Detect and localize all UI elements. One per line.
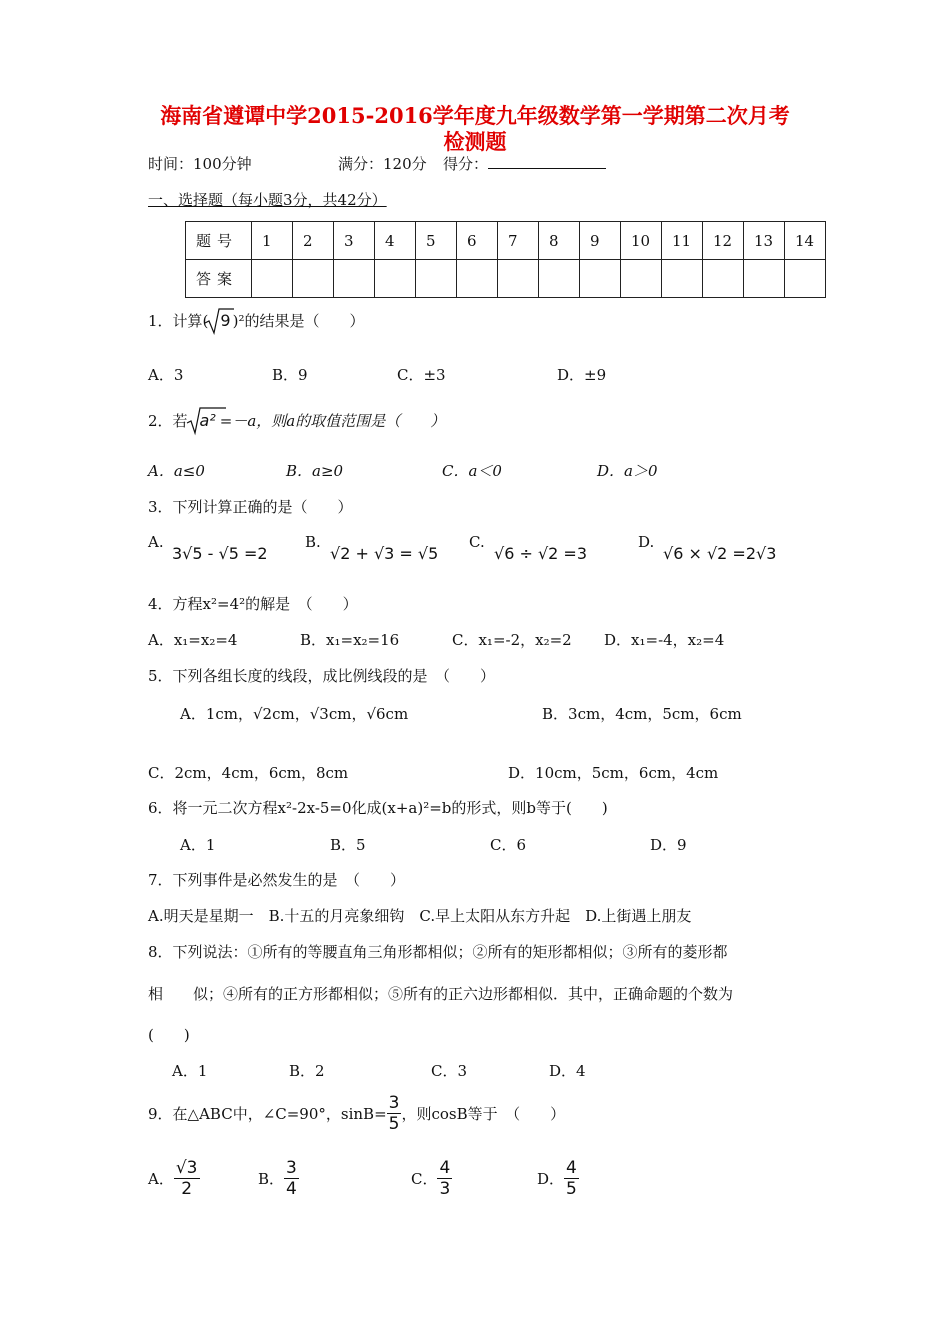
answer-cell[interactable] bbox=[293, 260, 334, 298]
answer-cell[interactable] bbox=[375, 260, 416, 298]
question-3: 3．下列计算正确的是（ ） bbox=[148, 498, 353, 516]
q3-option-a[interactable]: 3√5 - √5 =2 bbox=[172, 544, 268, 563]
q1-pre: 1．计算( bbox=[148, 312, 209, 330]
question-9 bbox=[148, 1093, 565, 1134]
answer-cell[interactable] bbox=[580, 260, 621, 298]
table-row-numbers bbox=[186, 222, 826, 260]
table-number: 12 bbox=[703, 222, 744, 260]
q1-post: )²的结果是（ ） bbox=[232, 312, 365, 330]
table-number: 4 bbox=[375, 222, 416, 260]
time-label: 时间：100分钟 bbox=[148, 155, 252, 173]
q3-option-b[interactable]: √2 + √3 = √5 bbox=[330, 544, 439, 563]
q6-option-c[interactable]: C．6 bbox=[490, 836, 527, 854]
question-8-line1: 8．下列说法：①所有的等腰直角三角形都相似；②所有的矩形都相似；③所有的菱形都 bbox=[148, 943, 728, 961]
table-number: 14 bbox=[785, 222, 826, 260]
score-blank[interactable] bbox=[488, 154, 606, 169]
answer-cell[interactable] bbox=[662, 260, 703, 298]
q5-option-d[interactable]: D．10cm，5cm，6cm，4cm bbox=[508, 764, 719, 782]
table-number: 2 bbox=[293, 222, 334, 260]
table-number: 11 bbox=[662, 222, 703, 260]
score-label: 得分： bbox=[443, 155, 489, 173]
q2-option-b[interactable]: B．a≥0 bbox=[286, 462, 344, 480]
question-4: 4．方程x²=4²的解是 （ ） bbox=[148, 595, 358, 613]
q8-option-b[interactable]: B．2 bbox=[289, 1062, 325, 1080]
q1-option-d[interactable]: D．±9 bbox=[557, 366, 607, 384]
q9-option-a-fraction: $\frac{√3}{2}$ bbox=[175, 1158, 198, 1199]
q9-option-b-fraction: $\frac{3}{4}$ bbox=[286, 1158, 297, 1199]
q6-option-b[interactable]: B．5 bbox=[330, 836, 366, 854]
question-1 bbox=[148, 303, 364, 331]
answer-cell[interactable] bbox=[785, 260, 826, 298]
q2-option-c[interactable]: C．a＜0 bbox=[442, 462, 502, 480]
q9-option-d-fraction: $\frac{4}{5}$ bbox=[566, 1158, 577, 1199]
answer-cell[interactable] bbox=[539, 260, 580, 298]
q5-option-c[interactable]: C．2cm，4cm，6cm，8cm bbox=[148, 764, 349, 782]
question-7: 7．下列事件是必然发生的是 （ ） bbox=[148, 871, 406, 889]
q3-option-a-label[interactable]: A. bbox=[148, 533, 164, 551]
answer-cell[interactable] bbox=[703, 260, 744, 298]
table-number: 3 bbox=[334, 222, 375, 260]
table-row-answers bbox=[186, 260, 826, 298]
q3-option-d-label[interactable]: D. bbox=[638, 533, 655, 551]
table-number: 8 bbox=[539, 222, 580, 260]
answer-cell[interactable] bbox=[744, 260, 785, 298]
answer-table bbox=[185, 221, 826, 298]
table-number: 5 bbox=[416, 222, 457, 260]
question-8-line2: 相 似；④所有的正方形都相似；⑤所有的正六边形都相似．其中，正确命题的个数为 bbox=[148, 985, 734, 1003]
q1-option-b[interactable]: B．9 bbox=[272, 366, 308, 384]
q3-option-b-label[interactable]: B. bbox=[305, 533, 321, 551]
answer-cell[interactable] bbox=[334, 260, 375, 298]
table-head-answer: 答案 bbox=[186, 260, 252, 298]
table-number: 1 bbox=[252, 222, 293, 260]
q2-option-a[interactable]: A．a≤0 bbox=[148, 462, 205, 480]
section-heading: 一、选择题（每小题3分，共42分） bbox=[148, 191, 387, 209]
answer-cell[interactable] bbox=[252, 260, 293, 298]
q8-option-c[interactable]: C．3 bbox=[431, 1062, 468, 1080]
q9-option-c[interactable]: C． $\frac{4}{3}$ bbox=[411, 1158, 451, 1199]
question-2 bbox=[148, 401, 445, 431]
q4-option-c[interactable]: C．x₁=-2，x₂=2 bbox=[452, 631, 572, 649]
q9-pre: 9．在△ABC中，∠C=90°，sinB= bbox=[148, 1105, 387, 1123]
q9-option-d[interactable]: D． $\frac{4}{5}$ bbox=[537, 1158, 577, 1199]
q9-fraction: $\frac{3}{5}$ bbox=[388, 1093, 400, 1134]
exam-title-line1: 海南省遵谭中学2015-2016学年度九年级数学第一学期第二次月考 bbox=[160, 103, 790, 128]
table-number: 10 bbox=[621, 222, 662, 260]
table-number: 7 bbox=[498, 222, 539, 260]
q6-option-d[interactable]: D．9 bbox=[650, 836, 687, 854]
q4-option-b[interactable]: B．x₁=x₂=16 bbox=[300, 631, 400, 649]
q6-option-a[interactable]: A．1 bbox=[180, 836, 216, 854]
sqrt-9: 9 bbox=[204, 303, 232, 330]
full-score-label: 满分：120分 bbox=[338, 155, 427, 173]
q3-option-d[interactable]: √6 × √2 =2√3 bbox=[663, 544, 777, 563]
sqrt-a-squared: a² bbox=[186, 401, 218, 430]
q2-option-d[interactable]: D．a＞0 bbox=[597, 462, 658, 480]
answer-cell[interactable] bbox=[457, 260, 498, 298]
q1-option-a[interactable]: A．3 bbox=[148, 366, 184, 384]
q5-option-a[interactable]: A．1cm，√2cm，√3cm，√6cm bbox=[180, 705, 409, 723]
table-number: 6 bbox=[457, 222, 498, 260]
q2-post: =－a，则a的取值范围是（ ） bbox=[219, 412, 446, 430]
q4-option-d[interactable]: D．x₁=-4，x₂=4 bbox=[604, 631, 725, 649]
q9-option-b[interactable]: B． $\frac{3}{4}$ bbox=[258, 1158, 297, 1199]
table-number: 9 bbox=[580, 222, 621, 260]
answer-cell[interactable] bbox=[621, 260, 662, 298]
exam-title-line2: 检测题 bbox=[443, 129, 507, 154]
q5-option-b[interactable]: B．3cm，4cm，5cm，6cm bbox=[542, 705, 742, 723]
q9-post: ，则cosB等于 （ ） bbox=[401, 1105, 566, 1123]
q8-option-d[interactable]: D．4 bbox=[549, 1062, 586, 1080]
q1-option-c[interactable]: C．±3 bbox=[397, 366, 446, 384]
question-6: 6．将一元二次方程x²-2x-5=0化成(x+a)²=b的形式，则b等于( ) bbox=[148, 799, 608, 817]
q9-option-a[interactable]: A． $\frac{√3}{2}$ bbox=[148, 1158, 198, 1199]
answer-cell[interactable] bbox=[416, 260, 457, 298]
q7-options[interactable]: A.明天是星期一 B.十五的月亮象细钩 C.早上太阳从东方升起 D.上街遇上朋友 bbox=[148, 907, 692, 925]
q3-option-c[interactable]: √6 ÷ √2 =3 bbox=[494, 544, 587, 563]
q3-option-c-label[interactable]: C. bbox=[469, 533, 485, 551]
score-field[interactable] bbox=[443, 153, 606, 174]
q9-option-c-fraction: $\frac{4}{3}$ bbox=[439, 1158, 451, 1199]
table-head-number: 题号 bbox=[186, 222, 252, 260]
question-8-line3: ( ) bbox=[148, 1026, 190, 1044]
question-5: 5．下列各组长度的线段，成比例线段的是 （ ） bbox=[148, 667, 496, 685]
answer-cell[interactable] bbox=[498, 260, 539, 298]
q4-option-a[interactable]: A．x₁=x₂=4 bbox=[148, 631, 238, 649]
q2-pre: 2．若 bbox=[148, 412, 188, 430]
table-number: 13 bbox=[744, 222, 785, 260]
q8-option-a[interactable]: A．1 bbox=[172, 1062, 208, 1080]
